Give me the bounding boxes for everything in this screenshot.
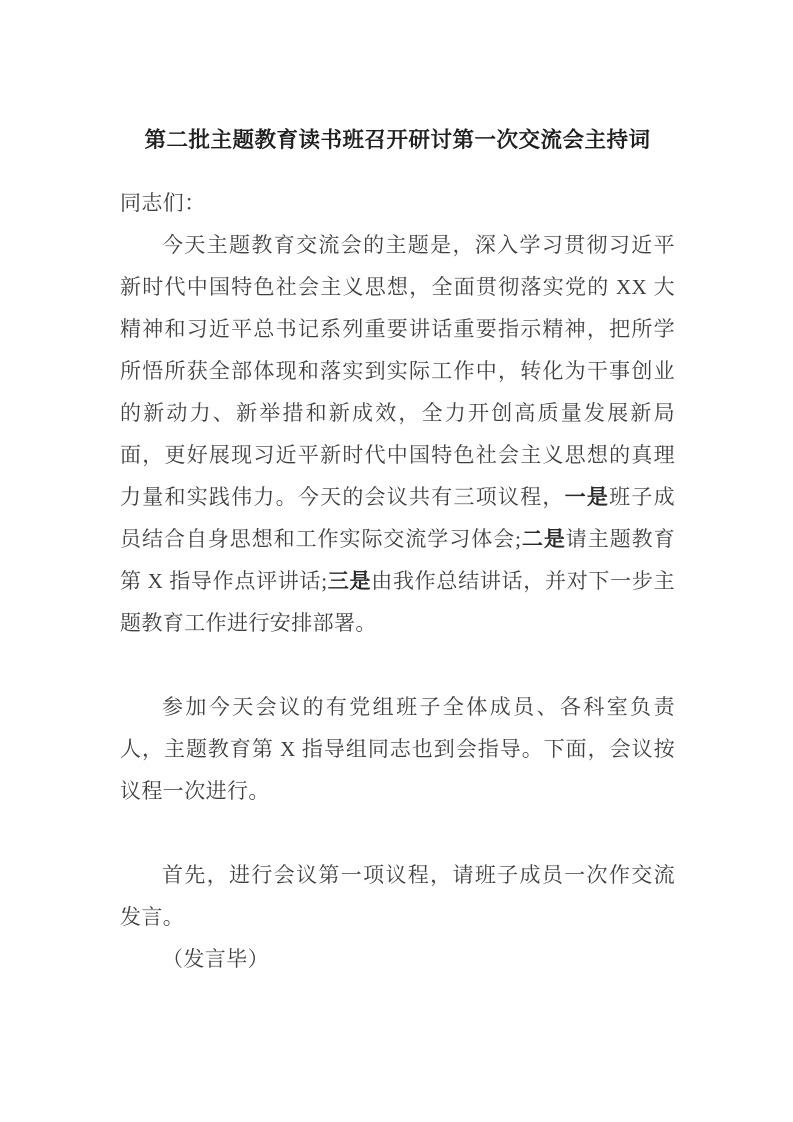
text-segment: 班子成员结合自身思想和工作实际交流学习体会; bbox=[120, 485, 675, 551]
paragraph-closing bbox=[120, 938, 675, 980]
document-title: 第二批主题教育读书班召开研讨第一次交流会主持词 bbox=[144, 128, 651, 152]
paragraph-attendees bbox=[120, 686, 675, 812]
paragraph-agenda-first bbox=[120, 854, 675, 938]
blank-line bbox=[120, 812, 675, 854]
bold-text-segment: 二是 bbox=[521, 527, 566, 551]
text-segment: 参加今天会议的有党组班子全体成员、各科室负责人，主题教育第 X 指导组同志也到会指导。下面，会议按议程一次进行。 bbox=[120, 695, 675, 803]
text-segment: 今天主题教育交流会的主题是，深入学习贯彻习近平新时代中国特色社会主义思想，全面贯彻落实党的 XX 大精神和习近平总书记系列重要讲话重要指示精神，把所学所悟所获全部体现和落实到实际工作中，转化为干事创业的新动力、新举措和新成效，全力开创高质量发展新局面，更好展现习近平新时代中国特色社会主义思想的真理力量和实践伟力。今天的会议共有三项议程， bbox=[120, 233, 675, 509]
text-segment: 请主题教育第 X 指导作点评讲话; bbox=[120, 527, 675, 593]
blank-line bbox=[120, 644, 675, 686]
paragraph-opening bbox=[120, 224, 675, 644]
text-segment: （发言毕） bbox=[162, 947, 269, 971]
salutation: 同志们： bbox=[120, 191, 206, 215]
text-segment: 由我作总结讲话，并对下一步主题教育工作进行安排部署。 bbox=[120, 569, 675, 635]
text-segment: 首先，进行会议第一项议程，请班子成员一次作交流发言。 bbox=[120, 863, 675, 929]
document-body bbox=[120, 182, 675, 980]
bold-text-segment: 三是 bbox=[327, 569, 372, 593]
bold-text-segment: 一是 bbox=[564, 485, 610, 509]
